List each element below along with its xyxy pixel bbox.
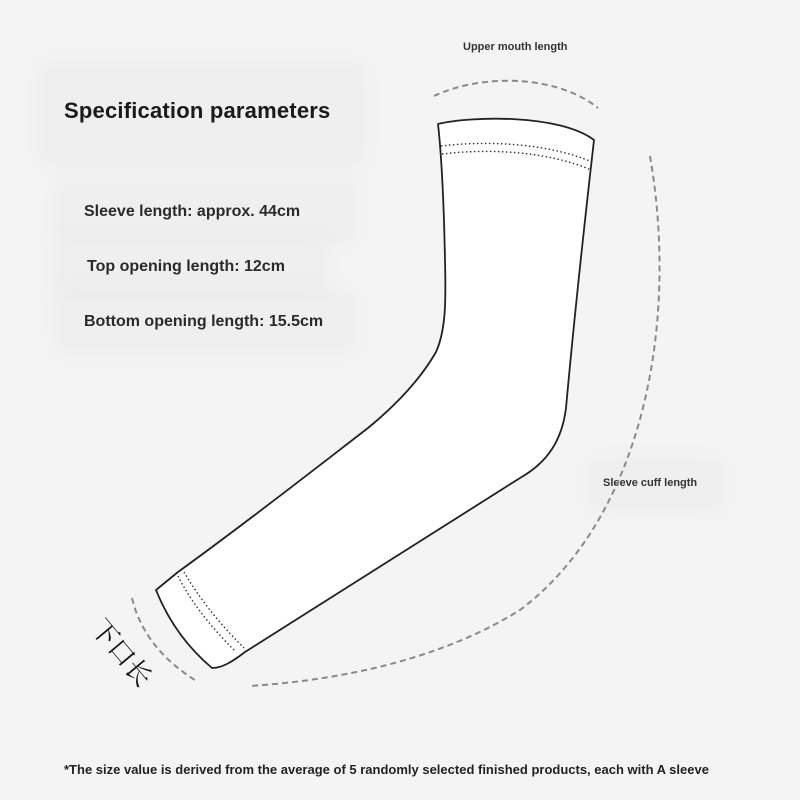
spec-top-opening: Top opening length: 12cm	[87, 258, 285, 275]
callout-lower-opening: 下口长	[85, 613, 159, 693]
callout-upper-mouth: Upper mouth length	[463, 41, 568, 53]
spec-sleeve-length: Sleeve length: approx. 44cm	[84, 203, 301, 220]
sleeve-outline	[156, 119, 594, 668]
page-title: Specification parameters	[64, 98, 331, 123]
footnote: *The size value is derived from the average of 5 randomly selected finished products, each with A sleeve	[64, 762, 709, 777]
upper-mouth-arc	[434, 81, 598, 108]
callout-sleeve-cuff: Sleeve cuff length	[603, 477, 698, 489]
spec-bottom-opening: Bottom opening length: 15.5cm	[84, 313, 324, 330]
